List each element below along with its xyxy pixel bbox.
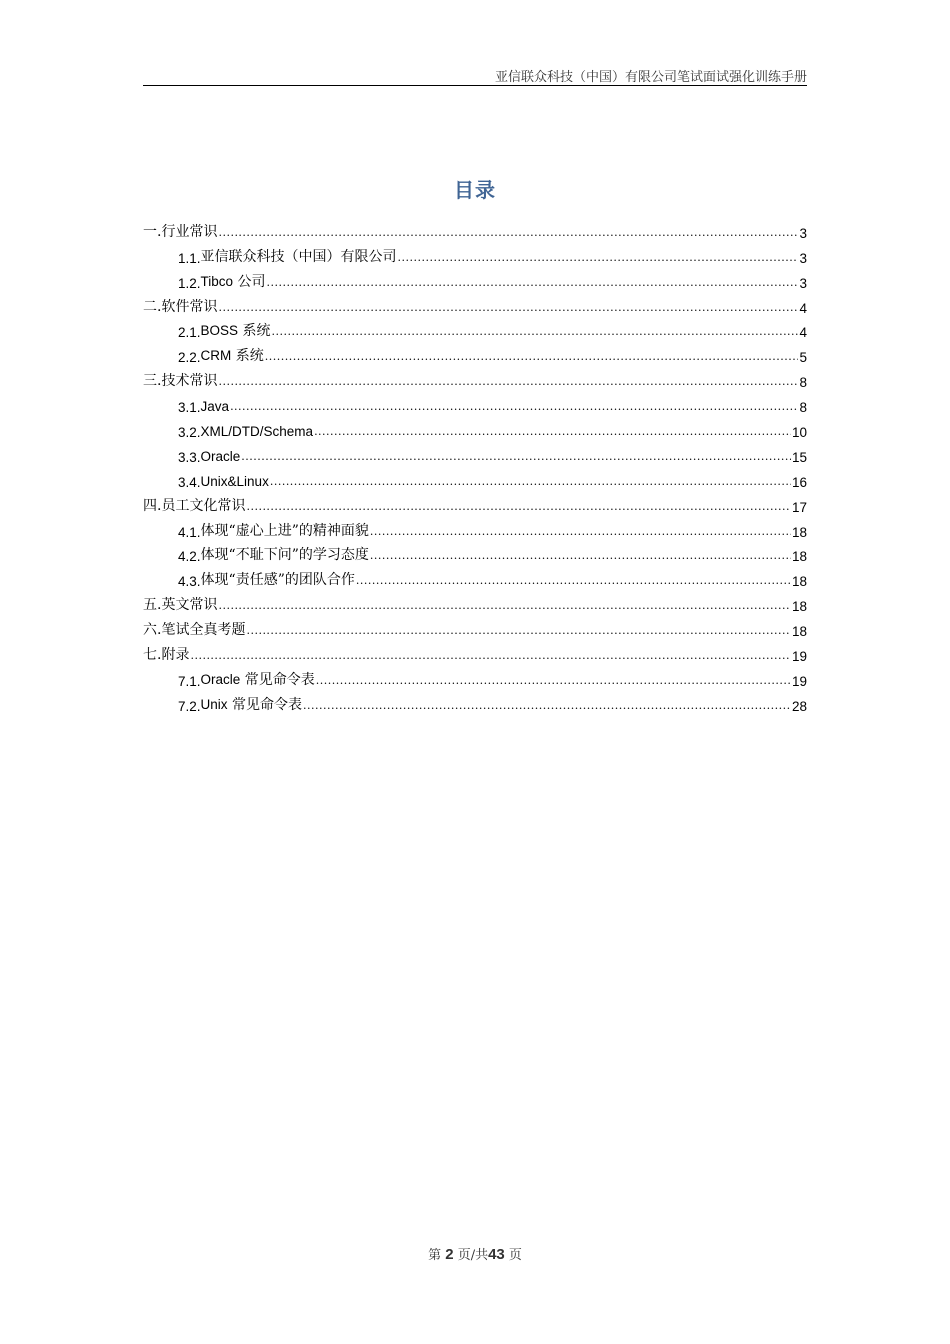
toc-entry-number: 2.1. [178,325,201,341]
toc-entry-page: 18 [791,574,807,590]
toc-entry-title: Unix&Linux [200,473,269,489]
toc-entry-title: 员工文化常识 [161,497,246,514]
toc-title: 目录 [454,178,496,202]
toc-dot-leader [316,673,791,689]
toc-entry-title: 亚信联众科技（中国）有限公司 [200,248,397,265]
toc-entry[interactable] [143,540,807,565]
toc-entry-number: 4.3. [178,574,201,590]
toc-dot-leader [265,349,799,365]
toc-entry-number: 3.4. [178,474,201,490]
toc-dot-leader [218,300,798,316]
toc-dot-leader [272,324,799,340]
current-page-number: 2 [445,1246,454,1263]
toc-entry[interactable] [143,515,807,540]
header-rule [143,85,807,86]
toc-entry-page: 16 [791,474,807,490]
toc-entry[interactable] [143,490,807,515]
toc-entry-title: 附录 [161,647,190,664]
toc-entry-page: 8 [799,375,807,391]
toc-entry-page: 18 [791,524,807,540]
toc-entry-page: 3 [799,275,807,291]
toc-entry-title: 体现“不耻下问”的学习态度 [200,547,369,564]
toc-entry[interactable] [143,564,807,589]
toc-entry-number: 六. [143,622,162,639]
toc-entry[interactable] [143,465,807,490]
toc-entry[interactable] [143,390,807,415]
toc-dot-leader [267,275,799,291]
toc-dot-leader [398,250,799,266]
toc-entry-title: 英文常识 [161,597,218,614]
toc-entry-page: 3 [799,250,807,266]
footer-suffix: 页 [508,1248,522,1263]
toc-entry-page: 4 [799,325,807,341]
toc-entry-title: XML/DTD/Schema [200,424,314,440]
toc-entry-title: 行业常识 [161,223,218,240]
toc-entry[interactable] [143,365,807,390]
toc-entry[interactable] [143,291,807,316]
total-pages-number: 43 [488,1246,505,1263]
toc-dot-leader [314,424,791,440]
toc-entry-title: 笔试全真考题 [161,622,246,639]
toc-entry-page: 4 [799,300,807,316]
page-footer [0,1244,950,1263]
toc-dot-leader [246,623,791,639]
toc-dot-leader [218,374,798,390]
toc-entry-page: 18 [791,624,807,640]
toc-entry[interactable] [143,316,807,341]
toc-dot-leader [190,648,791,664]
toc-entry-number: 4.2. [178,549,201,565]
toc-entry-page: 10 [791,425,807,441]
toc-entry-number: 1.2. [178,275,201,291]
toc-entry[interactable] [143,589,807,614]
toc-entry-title: Oracle [200,448,241,464]
toc-entry-number: 四. [143,497,162,514]
toc-entry-page: 28 [791,698,807,714]
toc-entry-page: 15 [791,449,807,465]
toc-entry-page: 19 [791,649,807,665]
toc-entry[interactable] [143,340,807,365]
toc-entry-number: 7.2. [178,698,201,714]
toc-dot-leader [246,499,791,515]
toc-entry-number: 三. [143,373,162,390]
toc-entry-title: Java [200,399,230,415]
toc-entry[interactable] [143,689,807,714]
toc-entry-title: 体现“责任感”的团队合作 [200,572,355,589]
footer-prefix: 第 [428,1248,442,1263]
toc-entry-number: 7.1. [178,673,201,689]
toc-dot-leader [356,573,791,589]
toc-entry-title: CRM 系统 [200,348,264,365]
toc-entry-page: 17 [791,499,807,515]
toc-dot-leader [218,225,798,241]
toc-entry[interactable] [143,664,807,689]
toc-entry-title: 技术常识 [161,373,218,390]
table-of-contents [143,216,807,714]
toc-entry-title: 体现“虚心上进”的精神面貌 [200,522,369,539]
toc-entry-number: 3.3. [178,449,201,465]
toc-dot-leader [303,698,791,714]
toc-entry-number: 3.2. [178,425,201,441]
toc-entry-number: 五. [143,597,162,614]
toc-entry-title: 软件常识 [161,298,218,315]
toc-entry-page: 5 [799,350,807,366]
toc-entry[interactable] [143,639,807,664]
toc-entry[interactable] [143,440,807,465]
toc-entry-title: Unix 常见命令表 [200,696,302,713]
toc-entry[interactable] [143,241,807,266]
toc-entry-number: 2.2. [178,350,201,366]
toc-dot-leader [370,524,791,540]
toc-entry[interactable] [143,266,807,291]
toc-entry-page: 8 [799,400,807,416]
toc-dot-leader [230,399,798,415]
toc-dot-leader [218,598,791,614]
toc-entry-title: Oracle 常见命令表 [200,671,315,688]
toc-entry-number: 1.1. [178,250,201,266]
toc-entry-title: BOSS 系统 [200,323,271,340]
toc-entry-number: 二. [143,298,162,315]
toc-dot-leader [270,474,791,490]
toc-entry-number: 4.1. [178,524,201,540]
toc-entry-number: 七. [143,647,162,664]
page-header: 亚信联众科技（中国）有限公司笔试面试强化训练手册 [494,70,807,85]
toc-entry-page: 19 [791,673,807,689]
footer-middle: 页/共 [457,1248,489,1263]
toc-entry-page: 18 [791,549,807,565]
toc-dot-leader [241,449,791,465]
toc-entry-title: Tibco 公司 [200,273,266,290]
toc-entry[interactable] [143,614,807,639]
toc-entry-number: 一. [143,223,162,240]
toc-entry-page: 18 [791,599,807,615]
toc-dot-leader [370,548,791,564]
toc-entry[interactable] [143,216,807,241]
toc-entry-number: 3.1. [178,400,201,416]
toc-entry-page: 3 [799,225,807,241]
toc-entry[interactable] [143,415,807,440]
